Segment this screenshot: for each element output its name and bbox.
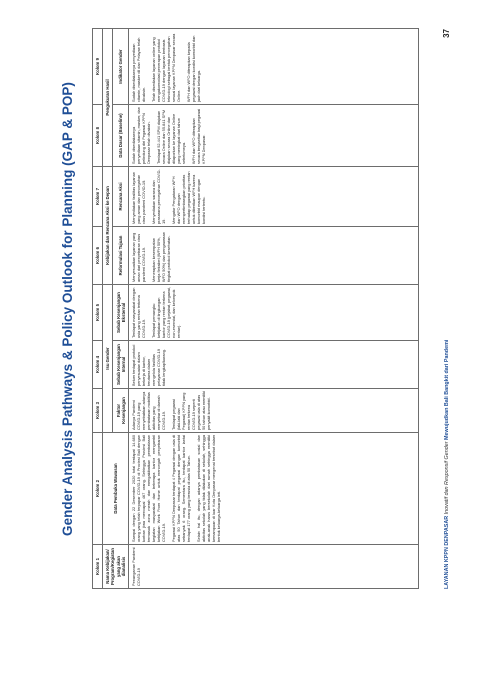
gap-pop-table [92, 28, 419, 589]
col-head-3: Kolom 3 [93, 389, 103, 433]
cell-goal-reformulation: Menyesuaikan layanan yang aman dari penyebaran virus pandemi COVID-19. Menerapkan kesempatan kerja fleksibel (WFH 50%, WFO 50%) dan pengawasan tingkat protokol kesehatan. [129, 227, 419, 285]
header-insight-data: Data Pembuka Wawasan [103, 433, 129, 545]
col-head-7: Kolom 7 [93, 167, 103, 227]
cell-action-plan: Menyediakan fasilitas layanan yang aman dan pencegahan virus pandemi COVID-19. Menyediakan sarana dan prasarana pencegahan COVID-19. Mengatur Pengaturan WFH dan WFO dengan mempertimbangkan prioritas terhadap pegawai yang rentan untuk diberikan WFH karena komorbid maupun dengan kondisi tertentu. [129, 167, 419, 227]
col-head-5: Kolom 5 [93, 285, 103, 341]
cell-gap-factor: Adanya Pandemi COVID-19 yang menyebabkan adanya pembatasan mobilitas aktivitas yang menyebar di daerah COVID-19. Terdapat pegawai (laki-laki dan Pegawai) KPPN yang rentan terkena COVID-19 seperti pegawai usia di atas 50 tahun atau memiliki penyakit komorbid. [129, 389, 419, 433]
group-header-row [103, 29, 113, 589]
header-gender-indicator: Indikator Gender [113, 29, 129, 105]
page-footer [444, 29, 450, 589]
page-title: Gender Analysis Pathways & Policy Outlook for Planning (GAP & POP) [60, 82, 75, 536]
header-baseline: Data Dasar (Baseline) [113, 105, 129, 167]
cell-external-cause: Terdapat masyarakat dengan usia yang rentan terkena COVID-19. Terdapat pemangku kebijakan di lingkungan kantor yang rentan terkena COVID-19 (pejabat, pegawai, non-esensial, dan kelompok rentan). [129, 285, 419, 341]
header-measurement-group: Pengukuran Hasil [103, 29, 113, 167]
col-head-6: Kolom 6 [93, 227, 103, 285]
body-row [129, 29, 419, 589]
col-head-1: Kolom 1 [93, 545, 103, 589]
col-head-9: Kolom 9 [93, 29, 103, 105]
cell-policy-name: Penanganan Pandemi COVID-19 [129, 545, 419, 589]
cell-insight-data: Sampai dengan 22 Desember 2020 total terdapat 14.680 orang yang telah terpapar COVID-19 di Provinsi Bali dengan korban jiwa mencapai 467 orang. Sehingga Provinsi Bali termasuk zona merah dan mengakibatkan pembatasan kegiatan masyarakat dan beberapa kantor mengambil kebijakan Work From Home untuk mencegah penyebaran COVID-19. Pegawai KPPN Denpasar terdapat 4 Pegawai dengan usia di atas 50 Tahun dan terdapat pegawai dengan komorbid sebanyak 6 orang. Sementara itu, terdapat kantor lantai terdapat 177 orang yang berusia di atas 50 Tahun. Selain hal itu, dengan adanya pembatasan sosial dan aktivitas sekolah yang tidak dilakukan di sekolah, sehingga anak-anak harus bersekolah dari rumah sehingga memiliki kemampuan di luar Kota Denpasar mengenai tersebut dalam bentuk keluarga-keluarga inti. [129, 433, 419, 545]
footer-label: LAYANAN KPPN DENPASAR [444, 515, 450, 589]
cell-internal-cause: Belum terdapat protokol penyesuaian dalam bekerja di kantor, terutama dalam mengelola fasilitas pelayanan COVID-19 tidak lengkap/kurang. [129, 341, 419, 389]
column-number-row [93, 29, 103, 589]
footer-subtitle: Mewujudkan Bali Bangkit dari Pandemi [444, 339, 450, 440]
header-external-cause: Sebab Kesenjangan Eksternal [113, 285, 129, 341]
footer-tagline: Inovatif dan Responsif Gender [444, 441, 450, 515]
header-gender-issue-group: Isu Gender [103, 285, 113, 433]
page-number: 37 [442, 29, 451, 38]
col-head-2: Kolom 2 [93, 433, 103, 545]
header-gap-factor: Faktor Kesenjangan [113, 389, 129, 433]
header-action-plan: Rencana Aksi [113, 167, 129, 227]
header-goal-reformulation: Reformulasi Tujuan [113, 227, 129, 285]
col-head-8: Kolom 8 [93, 105, 103, 167]
header-internal-cause: Sebab Kesenjangan Internal [113, 341, 129, 389]
col-head-4: Kolom 4 [93, 341, 103, 389]
header-policy-action-group: Kebijakan dan Rencana Aksi ke Depan [103, 167, 113, 285]
cell-gender-indicator: Sudah disediakannya penyediaan vitamin, masker dll dan Pelayan telah divaksin. Telah disediakan layanan online yang mengakomodasi penerapan protokol COVID-19 dengan layanan berbasis teknologi sebagai bentuk pencegahan sesuai layanan KPPN Denpasar secara Online. WFH dan WFO diterapkan kepada pegawai dengan kondisi komorbid dan jauh dari keluarga. [129, 29, 419, 105]
cell-baseline: Sudah disediakannya penyediaan vitamin, masker, dan pelindung diri Pegawai KPPN Denpasar telah divaksin. Terdapat 52.441 SPM diajukan secara Online dan 55.841 SPM diajukan secara Online dan dilaporkan ke layanan Online yang meningkat dari tahun sebelumnya. WFH dan WFO diterapkan secara bergantian bagi pegawai KPPN Denpasar. [129, 105, 419, 167]
header-policy-name: Nama Kebijakan/ Program/Kegiatan yang akan dianalisis [103, 545, 129, 589]
